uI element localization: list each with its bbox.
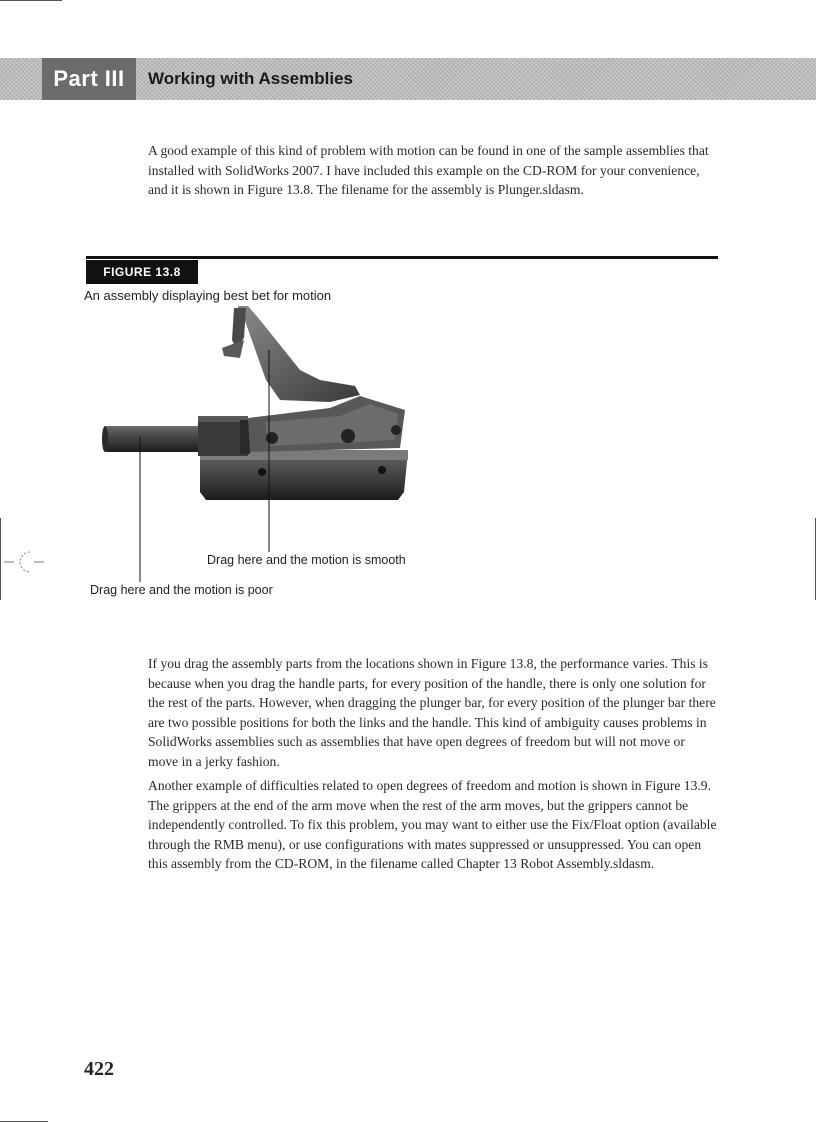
figure-caption: An assembly displaying best bet for motion: [84, 288, 332, 303]
callout-poor: Drag here and the motion is poor: [90, 583, 273, 597]
base-block: [200, 450, 408, 500]
grippers-paragraph: Another example of difficulties related to open degrees of freedom and motion is shown in Figure 13.9. The grippers at the end of the arm move when the rest of the arm moves, but the grippers cannot be independently controlled. To fix this problem, you may want to either use the Fix/Float option (available through the RMB menu), or use configurations with mates suppressed or unsuppressed. You can open this assembly from the CD-ROM, in the filename called Chapter 13 Robot Assembly.sldasm.: [148, 778, 717, 872]
figure-tag: FIGURE 13.8: [86, 260, 198, 284]
chapter-title: Working with Assemblies: [148, 69, 353, 88]
rod-guide: [198, 416, 250, 456]
intro-paragraph: A good example of this kind of problem with motion can be found in one of the sample assemblies that installed with SolidWorks 2007. I have included this example on the CD-ROM for your convenience, and it is shown in Figure 13.8. The filename for the assembly is Plunger.sldasm.: [148, 143, 709, 198]
link-arms: [248, 396, 405, 452]
page-number: 422: [84, 1058, 114, 1080]
part-label: Part III: [42, 58, 136, 100]
registration-mark: [4, 552, 44, 572]
callout-smooth: Drag here and the motion is smooth: [207, 553, 406, 567]
performance-paragraph: If you drag the assembly parts from the locations shown in Figure 13.8, the performance varies. This is because when you drag the handle parts, for every position of the handle, there is only one solution for the rest of the parts. However, when dragging the plunger bar, for every position of the plunger bar there are two possible positions for both the links and the handle. This kind of ambiguity causes problems in SolidWorks assemblies such as assemblies that have open degrees of freedom but will not move or move in a jerky fashion.: [148, 656, 716, 769]
plunger-rod: [102, 426, 208, 452]
handle-arm: [222, 306, 360, 402]
